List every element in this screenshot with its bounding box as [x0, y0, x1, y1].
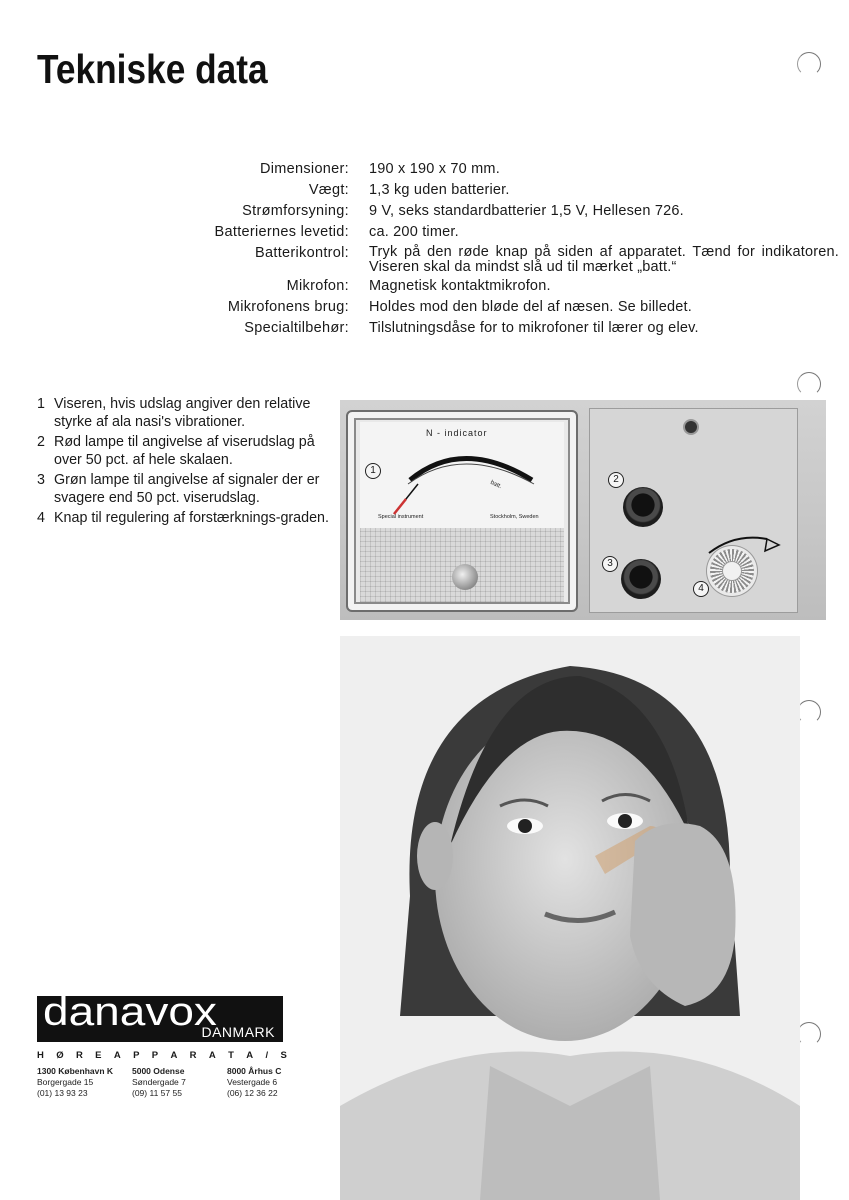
company-letter: R	[189, 1050, 197, 1061]
office-item	[132, 1066, 227, 1099]
callout-2: 2	[608, 472, 624, 488]
spec-row	[0, 276, 849, 296]
company-letter: /	[265, 1050, 269, 1061]
logo-name: danavox	[43, 996, 217, 1034]
company-letter: A	[208, 1050, 216, 1061]
company-letter: A	[246, 1050, 254, 1061]
girl-figure-icon	[340, 636, 800, 1200]
caption-text: Rød lampe til angivelse af viserudslag på over 50 pct. af hele skalaen.	[54, 434, 315, 468]
office-phone: (06) 12 36 22	[227, 1088, 278, 1098]
spec-value: Tilslutningsdåse for to mikrofoner til lærer og elev.	[369, 320, 699, 336]
page-title: Tekniske data	[37, 46, 268, 92]
company-letter: Ø	[56, 1050, 64, 1061]
spec-label: Strømforsyning:	[242, 203, 349, 219]
binder-hole	[797, 700, 821, 724]
caption-text: Grøn lampe til angivelse af signaler der er svagere end 50 pct. viserudslag.	[54, 472, 320, 506]
meter-batt-mark: batt.	[489, 479, 503, 491]
spec-value: 1,3 kg uden batterier.	[369, 182, 510, 198]
spec-row	[0, 159, 849, 179]
spec-table	[0, 159, 849, 339]
caption-item	[37, 472, 337, 507]
spec-row	[0, 201, 849, 221]
caption-item	[37, 434, 337, 469]
company-letter: P	[133, 1050, 140, 1061]
binder-hole	[797, 372, 821, 396]
spec-label: Batterikontrol:	[255, 245, 349, 261]
caption-number: 4	[37, 510, 45, 526]
binder-hole	[797, 52, 821, 76]
company-letter: A	[170, 1050, 178, 1061]
office-phone: (09) 11 57 55	[132, 1088, 182, 1098]
spec-value: Tryk på den røde knap på siden af apparatet. Tænd for indikatoren. Viseren skal da mindst slå ud til mærket „batt.“	[369, 244, 839, 275]
office-phone: (01) 13 93 23	[37, 1088, 88, 1098]
meter-brand-left: Special instrument	[378, 514, 424, 520]
company-letter: E	[95, 1050, 102, 1061]
spec-value: Magnetisk kontaktmikrofon.	[369, 278, 551, 294]
caption-number: 1	[37, 396, 45, 412]
spec-value: 190 x 190 x 70 mm.	[369, 161, 500, 177]
control-panel	[589, 408, 798, 613]
company-name	[37, 1050, 287, 1061]
device-photo	[340, 400, 826, 620]
office-city: 5000 Odense	[132, 1066, 185, 1076]
office-street: Vestergade 6	[227, 1077, 278, 1087]
office-street: Søndergade 7	[132, 1077, 186, 1087]
callout-1: 1	[365, 463, 381, 479]
meter-brand-right: Stockholm, Sweden	[490, 514, 539, 520]
spec-row	[0, 243, 849, 275]
spec-label: Specialtilbehør:	[244, 320, 349, 336]
spec-value: 9 V, seks standardbatterier 1,5 V, Hellesen 726.	[369, 203, 684, 219]
company-letter: R	[75, 1050, 83, 1061]
callout-3: 3	[602, 556, 618, 572]
meter-zero-knob	[452, 564, 478, 590]
logo-country: DANMARK	[201, 1024, 275, 1040]
spec-row	[0, 180, 849, 200]
office-street: Borgergade 15	[37, 1077, 94, 1087]
meter-face	[360, 422, 564, 530]
spec-value: ca. 200 timer.	[369, 224, 459, 240]
caption-number: 2	[37, 434, 45, 450]
caption-item	[37, 510, 337, 528]
screw-icon	[685, 421, 697, 433]
binder-hole	[797, 1022, 821, 1046]
spec-label: Mikrofonens brug:	[227, 299, 349, 315]
meter	[346, 410, 578, 612]
company-letter: S	[280, 1050, 287, 1061]
meter-title: N - indicator	[426, 428, 488, 438]
company-letter: A	[113, 1050, 121, 1061]
spec-row	[0, 318, 849, 338]
spec-label: Vægt:	[308, 182, 349, 198]
office-item	[37, 1066, 132, 1099]
spec-label: Mikrofon:	[286, 278, 349, 294]
spec-row	[0, 297, 849, 317]
caption-text: Knap til regulering af forstærknings-graden.	[54, 510, 329, 526]
red-lamp	[623, 487, 663, 527]
caption-number: 3	[37, 472, 45, 488]
office-city: 8000 Århus C	[227, 1066, 282, 1076]
green-lamp	[621, 559, 661, 599]
caption-item	[37, 396, 337, 431]
company-letter: T	[228, 1050, 234, 1061]
callout-4: 4	[693, 581, 709, 597]
company-letter: P	[151, 1050, 159, 1061]
company-letter: H	[37, 1050, 44, 1061]
danavox-logo	[37, 996, 283, 1042]
spec-label: Dimensioner:	[259, 161, 349, 177]
gain-arc-icon	[705, 527, 785, 567]
spec-label: Batteriernes levetid:	[214, 224, 349, 240]
caption-text: Viseren, hvis udslag angiver den relative styrke af ala nasi's vibrationer.	[54, 396, 311, 430]
office-item	[227, 1066, 322, 1099]
office-city: 1300 København K	[37, 1066, 114, 1076]
caption-list	[37, 396, 337, 531]
spec-row	[0, 222, 849, 242]
spec-value: Holdes mod den bløde del af næsen. Se billedet.	[369, 299, 692, 315]
office-list	[37, 1066, 322, 1099]
girl-photo	[340, 636, 800, 1200]
